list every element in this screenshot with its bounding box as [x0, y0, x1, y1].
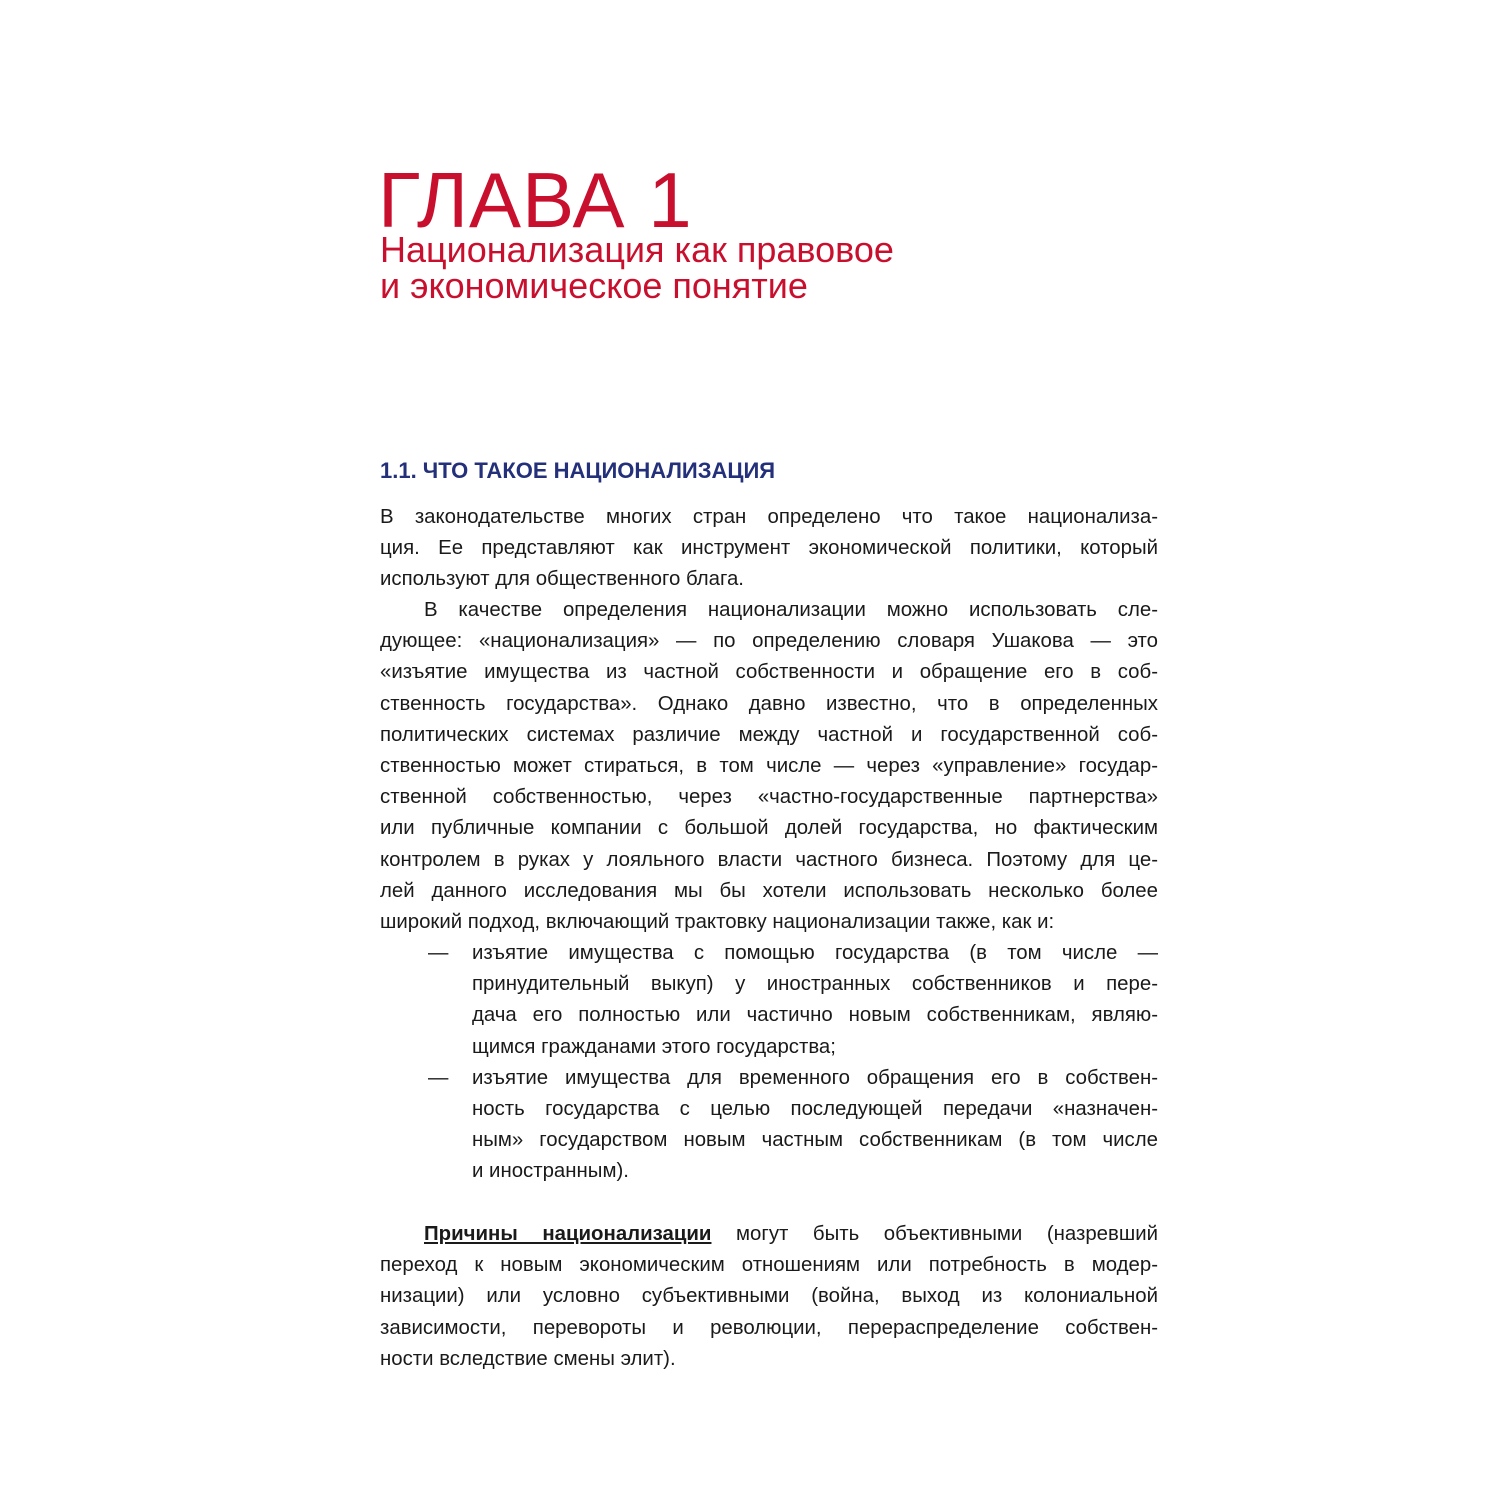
text-line: дача его полностью или частично новым собственникам, являю- [472, 1004, 1158, 1027]
paragraph-intro [380, 502, 1158, 596]
chapter-subtitle-line: Национализация как правовое [380, 229, 894, 270]
text-line: изъятие имущества для временного обращения его в собствен- [472, 1066, 1158, 1089]
section-heading: 1.1. ЧТО ТАКОЕ НАЦИОНАЛИЗАЦИЯ [380, 458, 776, 483]
text-line: ность государства с целью последующей передачи «назначен- [472, 1098, 1158, 1120]
text-line: ности вследствие смены элит). [380, 1347, 676, 1370]
chapter-label: ГЛАВА 1 [378, 156, 693, 244]
text-line: ственность государства». Однако давно известно, что в определенных [380, 692, 1158, 715]
list-dash: — [428, 1066, 449, 1089]
list-dash: — [428, 942, 449, 965]
text-line: ственностью может стираться, в том числе — через «управление» государ- [380, 754, 1158, 777]
text-line: изъятие имущества с помощью государства (в том числе — [472, 942, 1158, 965]
text-line: низации) или условно субъективными (война, выход из колониальной [380, 1285, 1158, 1308]
list-item [380, 938, 1158, 1063]
text-line: ным» государством новым частным собственникам (в том числе [472, 1129, 1158, 1152]
paragraph-definition [380, 595, 1158, 1188]
text-line: «изъятие имущества из частной собственности и обращение его в соб- [380, 661, 1158, 684]
text-line-with-term [380, 1219, 1158, 1250]
text-line: контролем в руках у лояльного власти частного бизнеса. Поэтому для це- [380, 848, 1158, 871]
list-item [380, 1063, 1158, 1188]
text-line: ция. Ее представляют как инструмент экономической политики, который [380, 537, 1158, 560]
text-fragment: могут быть объективными (назревший [711, 1223, 1158, 1245]
chapter-subtitle-line: и экономическое понятие [380, 265, 808, 306]
text-line: и иностранным). [472, 1160, 629, 1183]
text-line: щимся гражданами этого государства; [472, 1035, 836, 1058]
text-line: ственной собственностью, через «частно-государственные партнерства» [380, 786, 1158, 809]
text-line: В законодательстве многих стран определено что такое национализа- [380, 506, 1158, 528]
text-line: дующее: «национализация» — по определению словаря Ушакова — это [380, 630, 1158, 653]
text-line: используют для общественного блага. [380, 568, 744, 591]
text-line: принудительный выкуп) у иностранных собственников и пере- [472, 973, 1158, 996]
text-line: широкий подход, включающий трактовку национализации также, как и: [380, 910, 1055, 933]
chapter-subtitle [380, 229, 894, 306]
text-line: или публичные компании с большой долей государства, но фактическим [380, 817, 1158, 840]
text-line: В качестве определения национализации можно использовать сле- [424, 599, 1158, 621]
text-line: политических системах различие между частной и государственной соб- [380, 723, 1158, 746]
paragraph-causes [380, 1219, 1158, 1375]
text-line: переход к новым экономическим отношениям или потребность в модер- [380, 1254, 1158, 1277]
underlined-term: Причины национализации [424, 1223, 712, 1245]
text-line: зависимости, перевороты и революции, перераспределение собствен- [380, 1316, 1158, 1339]
text-line: лей данного исследования мы бы хотели использовать несколько более [380, 879, 1158, 902]
